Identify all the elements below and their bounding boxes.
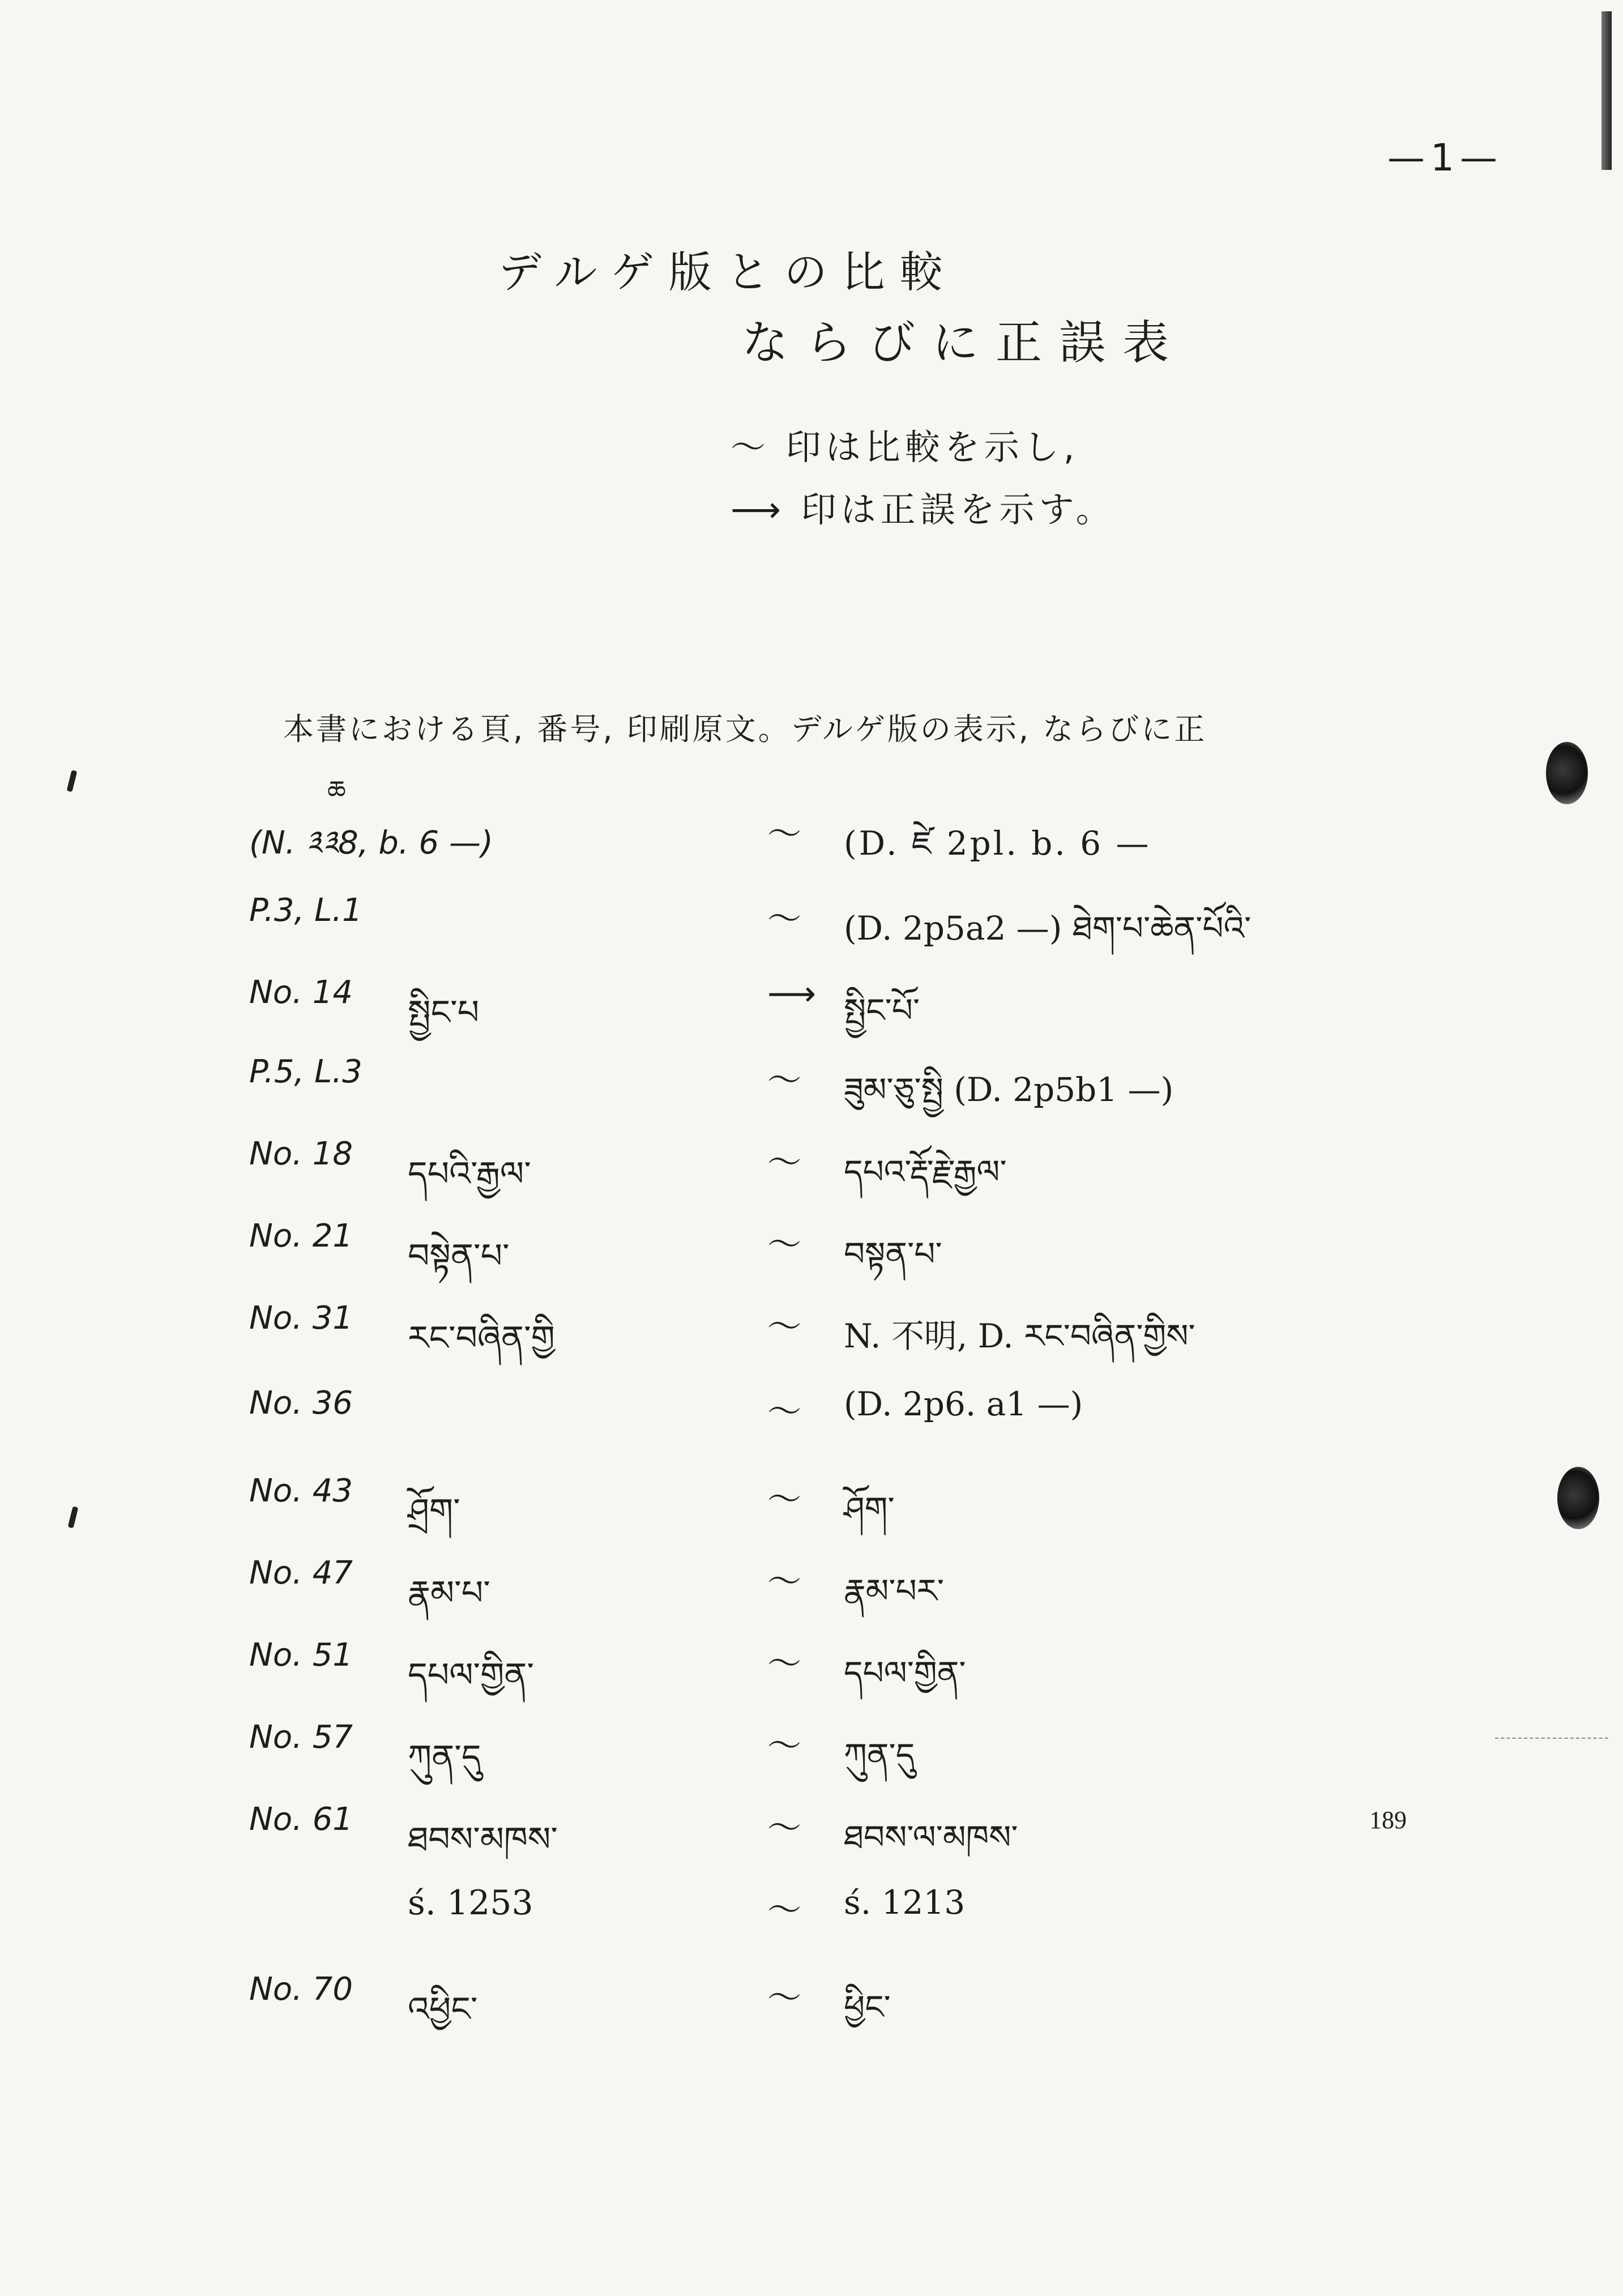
row-original-text: དཔའི་རྒྱལ་ — [408, 1154, 531, 1194]
annotation-above-entry: ཆ — [327, 775, 346, 805]
comparison-symbol: 〜 — [767, 1808, 801, 1848]
row-reference: (N. ༣༣8, b. 6 —) — [249, 825, 493, 861]
row-original-text: ཤྲོག་ — [408, 1491, 460, 1531]
row-original-text: དཔལ་གྱིན་ — [408, 1655, 535, 1695]
row-comparison-text: བསྟན་པ་ — [844, 1235, 942, 1273]
table-row — [0, 974, 1623, 1042]
row-reference: No. 61 — [249, 1801, 353, 1838]
comparison-symbol: 〜 — [767, 1392, 801, 1432]
table-row — [0, 1883, 1623, 1951]
correction-symbol: ⟶ — [767, 974, 817, 1014]
table-row — [0, 1971, 1623, 2039]
row-reference: P.3, L.1 — [249, 892, 362, 929]
row-correction-text: སྤྱིང་པོ་ — [844, 991, 920, 1030]
row-reference: No. 14 — [249, 974, 353, 1011]
row-reference: No. 47 — [249, 1555, 353, 1591]
legend-correction: ⟶ 印は正誤を示す。 — [731, 489, 1116, 530]
title-line-1: デルゲ版との比較 — [498, 247, 958, 297]
table-row — [0, 1218, 1623, 1286]
row-comparison-text: ཀུན་དུ — [844, 1736, 915, 1774]
row-comparison-text: (D. 2p6. a1 —) — [844, 1385, 1083, 1423]
comparison-symbol: 〜 — [767, 1978, 801, 2018]
row-reference: No. 51 — [249, 1637, 353, 1674]
row-original-text: ś. 1253 — [408, 1883, 533, 1923]
row-comparison-text: ཕྱིང་ — [844, 1988, 891, 2026]
row-reference: No. 57 — [249, 1719, 353, 1756]
comparison-symbol: 〜 — [767, 814, 801, 854]
row-comparison-text: དཔའ་རྡོ་རྗེ་རྒྱལ་ — [844, 1153, 1007, 1191]
comparison-symbol: 〜 — [767, 1562, 801, 1602]
table-row — [0, 1300, 1623, 1368]
row-reference: No. 43 — [249, 1473, 353, 1509]
row-comparison-text: ś. 1213 — [844, 1883, 966, 1922]
table-row — [0, 1555, 1623, 1623]
comparison-symbol: 〜 — [767, 1061, 801, 1100]
comparison-symbol: 〜 — [767, 1307, 801, 1347]
row-original-text: རང་བཞིན་གྱི — [408, 1318, 555, 1358]
comparison-symbol: 〜 — [767, 1480, 801, 1520]
row-original-text: ཀུན་དུ — [408, 1738, 481, 1777]
row-comparison-text: N. 不明, D. རང་བཞིན་གྱིས་ — [844, 1317, 1195, 1355]
row-original-text: ཐབས་མཁས་ — [408, 1820, 558, 1859]
row-reference: P.5, L.3 — [249, 1053, 362, 1090]
row-reference: No. 36 — [249, 1385, 353, 1422]
row-original-text: བསྟེན་པ་ — [408, 1236, 510, 1276]
table-row — [0, 1385, 1623, 1453]
comparison-symbol: 〜 — [767, 899, 801, 939]
row-original-text: རྣམ་པ་ — [408, 1573, 490, 1613]
comparison-symbol: 〜 — [767, 1726, 801, 1766]
table-row — [0, 892, 1623, 960]
row-comparison-text: ཤོག་ — [844, 1490, 895, 1528]
row-comparison-text: རྣམ་པར་ — [844, 1572, 945, 1610]
table-row — [0, 807, 1623, 875]
row-comparison-text: (D. ཛེ 2pl. b. 6 — — [844, 824, 1151, 863]
row-original-text: འཕྱིང་ — [408, 1990, 478, 2029]
comparison-symbol: 〜 — [767, 1143, 801, 1183]
page-number: 189 — [1369, 1806, 1407, 1834]
title-line-2: ならびに正誤表 — [742, 316, 1186, 370]
comparison-symbol: 〜 — [767, 1890, 801, 1930]
comparison-symbol: 〜 — [767, 1225, 801, 1265]
row-comparison-text: དཔལ་གྱིན་ — [844, 1654, 966, 1692]
row-comparison-text: (D. 2p5a2 —) ཐེག་པ་ཆེན་པོའི་ — [844, 909, 1252, 948]
page-marker: —1— — [1387, 136, 1503, 180]
table-header-line: 本書における頁, 番号, 印刷原文。デルゲ版の表示, ならびに正 — [283, 711, 1207, 747]
comparison-symbol: 〜 — [767, 1644, 801, 1684]
table-row — [0, 1637, 1623, 1705]
row-reference: No. 31 — [249, 1300, 353, 1337]
row-reference: No. 18 — [249, 1136, 353, 1172]
row-original-text: སྤྱིང་པ — [408, 993, 480, 1032]
table-row — [0, 1136, 1623, 1204]
table-row — [0, 1053, 1623, 1121]
table-row — [0, 1473, 1623, 1540]
row-reference: No. 70 — [249, 1971, 353, 2008]
legend-comparison: 〜 印は比較を示し, — [731, 426, 1079, 468]
table-row — [0, 1719, 1623, 1787]
row-comparison-text: ཐབས་ལ་མཁས་ — [844, 1818, 1018, 1857]
row-reference: No. 21 — [249, 1218, 353, 1254]
row-comparison-text: ཟུམ་ཅུ་སྤྱི (D. 2p5b1 —) — [844, 1070, 1174, 1109]
